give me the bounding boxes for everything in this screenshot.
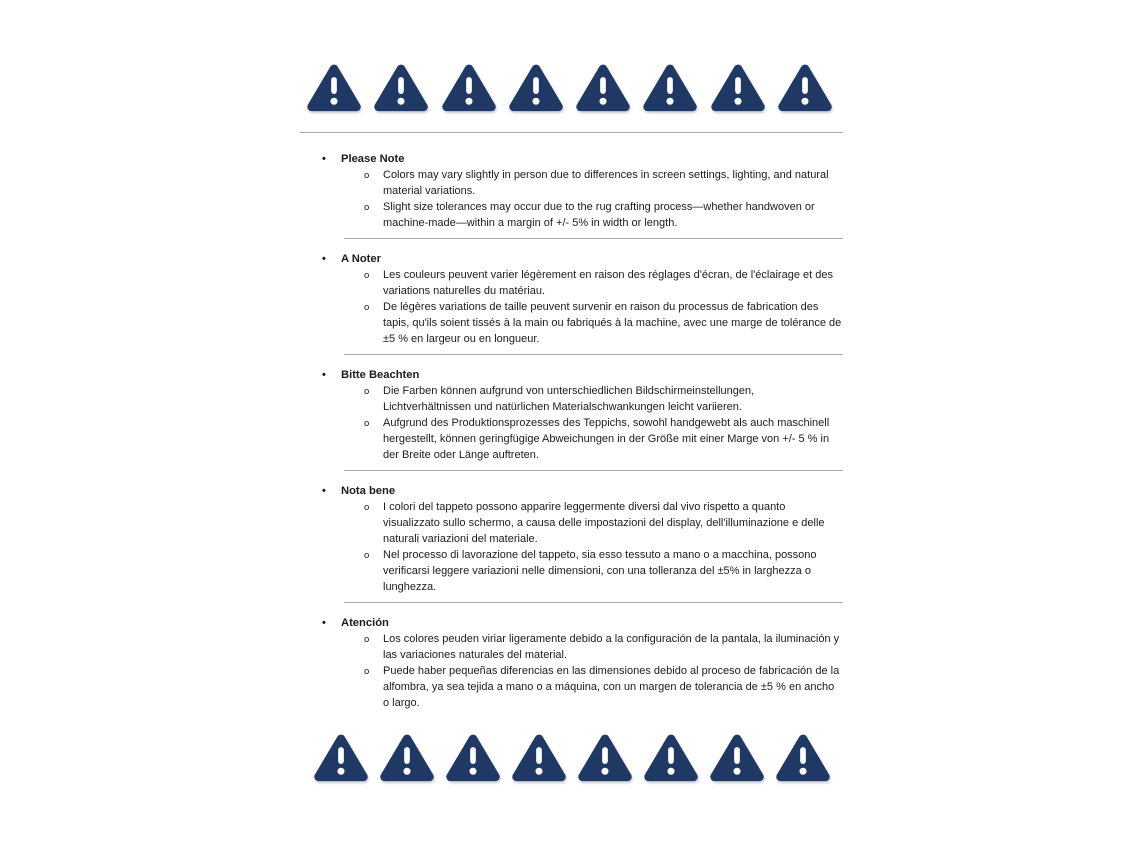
warning-triangle-icon bbox=[511, 732, 567, 782]
sub-bullet-marker: o bbox=[364, 550, 370, 561]
note-item bbox=[300, 167, 843, 199]
warning-triangle-icon bbox=[710, 62, 766, 112]
note-item-text: Aufgrund des Produktionsprozesses des Teppichs, sowohl handgewebt als auch maschinell hergestellt, können geringfügige Abweichungen in der Größe mit einer Marge von +/- 5 % in der Breite oder Länge auftreten. bbox=[383, 417, 830, 461]
note-item bbox=[300, 267, 843, 299]
note-item bbox=[300, 383, 843, 415]
note-item-text: Slight size tolerances may occur due to the rug crafting process—whether handwoven or machine-made—within a margin of +/- 5% in width or length. bbox=[383, 201, 815, 229]
sub-bullet-marker: o bbox=[364, 302, 370, 313]
section-heading: Atención bbox=[341, 617, 389, 629]
sub-bullet-marker: o bbox=[364, 418, 370, 429]
note-section bbox=[300, 483, 843, 595]
section-heading: Bitte Beachten bbox=[341, 369, 420, 381]
note-item-text: De légères variations de taille peuvent survenir en raison du processus de fabrication des tapis, qu'ils soient tissés à la main ou fabriqués à la machine, avec une marge de tolérance de ±5 % en largeur ou en longueur. bbox=[383, 301, 842, 345]
warning-triangle-icon bbox=[709, 732, 765, 782]
section-divider bbox=[344, 602, 843, 603]
warning-triangle-icon bbox=[577, 732, 633, 782]
sub-bullet-marker: o bbox=[364, 386, 370, 397]
sub-bullet-marker: o bbox=[364, 170, 370, 181]
bullet-marker: • bbox=[322, 617, 326, 629]
note-item bbox=[300, 631, 843, 663]
warning-triangle-icon bbox=[313, 732, 369, 782]
warning-triangle-icon bbox=[775, 732, 831, 782]
warning-triangle-icon bbox=[642, 62, 698, 112]
section-divider bbox=[344, 238, 843, 239]
note-item bbox=[300, 663, 843, 711]
section-heading: A Noter bbox=[341, 253, 381, 265]
notes-sections bbox=[300, 151, 843, 711]
bullet-marker: • bbox=[322, 253, 326, 265]
note-item-text: Les couleurs peuvent varier légèrement en raison des réglages d'écran, de l'éclairage et des variations naturelles du matériau. bbox=[383, 269, 833, 297]
sub-bullet-marker: o bbox=[364, 666, 370, 677]
warning-triangle-icon bbox=[508, 62, 564, 112]
section-divider bbox=[344, 470, 843, 471]
document-page bbox=[300, 0, 843, 782]
bullet-marker: • bbox=[322, 485, 326, 497]
sub-bullet-marker: o bbox=[364, 202, 370, 213]
warning-icons-bottom-row bbox=[313, 732, 831, 782]
sub-bullet-marker: o bbox=[364, 634, 370, 645]
note-item bbox=[300, 499, 843, 547]
note-item-text: Die Farben können aufgrund von unterschiedlichen Bildschirmeinstellungen, Lichtverhältnissen und natürlichen Materialschwankungen leicht variieren. bbox=[383, 385, 755, 413]
note-item bbox=[300, 415, 843, 463]
bullet-marker: • bbox=[322, 369, 326, 381]
note-item bbox=[300, 199, 843, 231]
warning-icons-top-row bbox=[306, 62, 833, 112]
warning-triangle-icon bbox=[373, 62, 429, 112]
warning-triangle-icon bbox=[777, 62, 833, 112]
bullet-marker: • bbox=[322, 153, 326, 165]
warning-triangle-icon bbox=[445, 732, 501, 782]
note-item-text: Nel processo di lavorazione del tappeto, sia esso tessuto a mano o a macchina, possono verificarsi leggere variazioni nelle dimensioni, con una tolleranza del ±5% in larghezza o lunghezza. bbox=[383, 549, 817, 593]
warning-triangle-icon bbox=[643, 732, 699, 782]
note-section bbox=[300, 251, 843, 347]
note-item-text: Los colores peuden viriar ligeramente debido a la configuración de la pantala, la iluminación y las variaciones naturales del material. bbox=[383, 633, 840, 661]
warning-triangle-icon bbox=[306, 62, 362, 112]
sub-bullet-marker: o bbox=[364, 270, 370, 281]
warning-triangle-icon bbox=[379, 732, 435, 782]
top-divider bbox=[300, 132, 843, 133]
note-section bbox=[300, 615, 843, 711]
note-item bbox=[300, 547, 843, 595]
warning-triangle-icon bbox=[575, 62, 631, 112]
section-heading: Please Note bbox=[341, 153, 405, 165]
note-item-text: I colori del tappeto possono apparire leggermente diversi dal vivo rispetto a quanto visualizzato sullo schermo, a causa delle impostazioni del display, dell'illuminazione e delle naturali variazioni del materiale. bbox=[383, 501, 825, 545]
note-section bbox=[300, 151, 843, 231]
section-heading: Nota bene bbox=[341, 485, 396, 497]
sub-bullet-marker: o bbox=[364, 502, 370, 513]
warning-triangle-icon bbox=[441, 62, 497, 112]
note-item-text: Puede haber pequeñas diferencias en las dimensiones debido al proceso de fabricación de la alfombra, ya sea tejida a mano o a máquina, con un margen de tolerancia de ±5 % en ancho o largo. bbox=[383, 665, 840, 709]
section-divider bbox=[344, 354, 843, 355]
note-item bbox=[300, 299, 843, 347]
note-item-text: Colors may vary slightly in person due to differences in screen settings, lighting, and natural material variations. bbox=[383, 169, 829, 197]
note-section bbox=[300, 367, 843, 463]
